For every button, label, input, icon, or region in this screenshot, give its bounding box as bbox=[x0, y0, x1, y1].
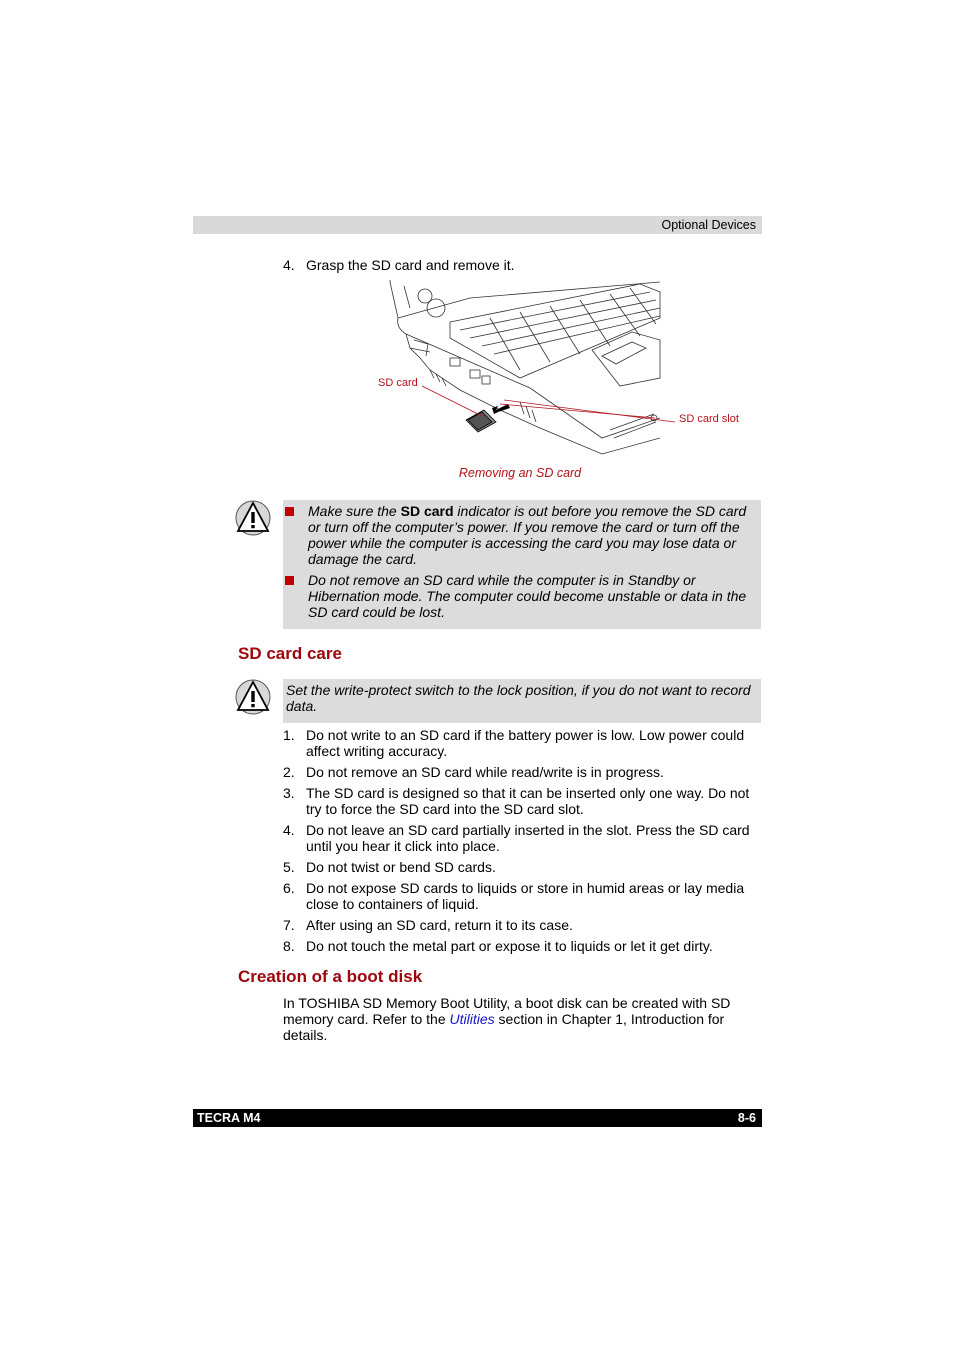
warning-icon bbox=[235, 500, 271, 536]
list-item bbox=[283, 822, 761, 854]
item-number: 2. bbox=[283, 764, 295, 780]
section-heading-boot-disk: Creation of a boot disk bbox=[238, 967, 423, 986]
list-item bbox=[283, 917, 761, 933]
step-number: 4. bbox=[283, 257, 295, 273]
warning-note-box bbox=[283, 500, 761, 629]
bullet-square-icon bbox=[285, 576, 294, 585]
page-number: 8-6 bbox=[737, 1111, 756, 1125]
sd-card-label: SD card bbox=[378, 377, 418, 389]
warning-text: Do not remove an SD card while the computer is in Standby or Hibernation mode. The computer could become unstable or data in the SD card could be lost. bbox=[308, 572, 747, 620]
note-text: Set the write-protect switch to the lock position, if you do not want to record data. bbox=[286, 682, 751, 714]
item-number: 5. bbox=[283, 859, 295, 875]
list-item bbox=[283, 785, 761, 817]
item-text: The SD card is designed so that it can be inserted only one way. Do not try to force the SD card into the SD card slot. bbox=[306, 785, 750, 817]
warning-icon bbox=[235, 679, 271, 715]
sd-card-indicator-label: SD card bbox=[400, 503, 454, 519]
warning-item bbox=[283, 503, 761, 567]
item-number: 6. bbox=[283, 880, 295, 896]
section-heading-sd-card-care: SD card care bbox=[238, 644, 342, 663]
item-number: 3. bbox=[283, 785, 295, 801]
list-item bbox=[283, 764, 761, 780]
item-number: 7. bbox=[283, 917, 295, 933]
list-item bbox=[283, 880, 761, 912]
warning-text-cont: indicator is out before you remove the SD card or turn off the computer’s power. If you remove the card or turn off the power while the computer is accessing the card you may lose data or damage the card. bbox=[308, 503, 747, 567]
sd-card-slot-label: SD card slot bbox=[679, 413, 739, 425]
bullet-square-icon bbox=[285, 507, 294, 516]
utilities-link[interactable]: Utilities bbox=[449, 1011, 495, 1027]
step-4 bbox=[283, 257, 515, 273]
running-header bbox=[193, 216, 762, 234]
boot-disk-paragraph bbox=[283, 995, 761, 1043]
list-item bbox=[283, 859, 761, 875]
item-text: Do not write to an SD card if the battery power is low. Low power could affect writing accuracy. bbox=[306, 727, 745, 759]
footer-model: TECRA M4 bbox=[197, 1111, 261, 1125]
list-item bbox=[283, 938, 761, 954]
write-protect-note bbox=[283, 679, 761, 723]
laptop-sd-card-illustration bbox=[370, 278, 760, 464]
sd-care-list bbox=[283, 727, 761, 959]
item-text: Do not remove an SD card while read/write is in progress. bbox=[306, 764, 664, 780]
item-text: Do not expose SD cards to liquids or store in humid areas or lay media close to containers of liquid. bbox=[306, 880, 745, 912]
header-section-title: Optional Devices bbox=[661, 218, 756, 232]
item-text: Do not touch the metal part or expose it to liquids or let it get dirty. bbox=[306, 938, 713, 954]
item-text: After using an SD card, return it to its case. bbox=[306, 917, 573, 933]
paragraph-text-cont: section in Chapter 1, Introduction for details. bbox=[283, 1011, 725, 1043]
warning-text: Make sure the bbox=[308, 503, 401, 519]
step-text: Grasp the SD card and remove it. bbox=[306, 257, 515, 273]
item-text: Do not twist or bend SD cards. bbox=[306, 859, 496, 875]
item-number: 1. bbox=[283, 727, 295, 743]
item-number: 4. bbox=[283, 822, 295, 838]
item-number: 8. bbox=[283, 938, 295, 954]
item-text: Do not leave an SD card partially inserted in the slot. Press the SD card until you hear it click into place. bbox=[306, 822, 750, 854]
running-footer bbox=[193, 1109, 762, 1127]
warning-item bbox=[283, 572, 761, 620]
figure-caption: Removing an SD card bbox=[458, 466, 582, 480]
paragraph-text: In TOSHIBA SD Memory Boot Utility, a boot disk can be created with SD memory card. Refer to the bbox=[283, 995, 731, 1027]
list-item bbox=[283, 727, 761, 759]
